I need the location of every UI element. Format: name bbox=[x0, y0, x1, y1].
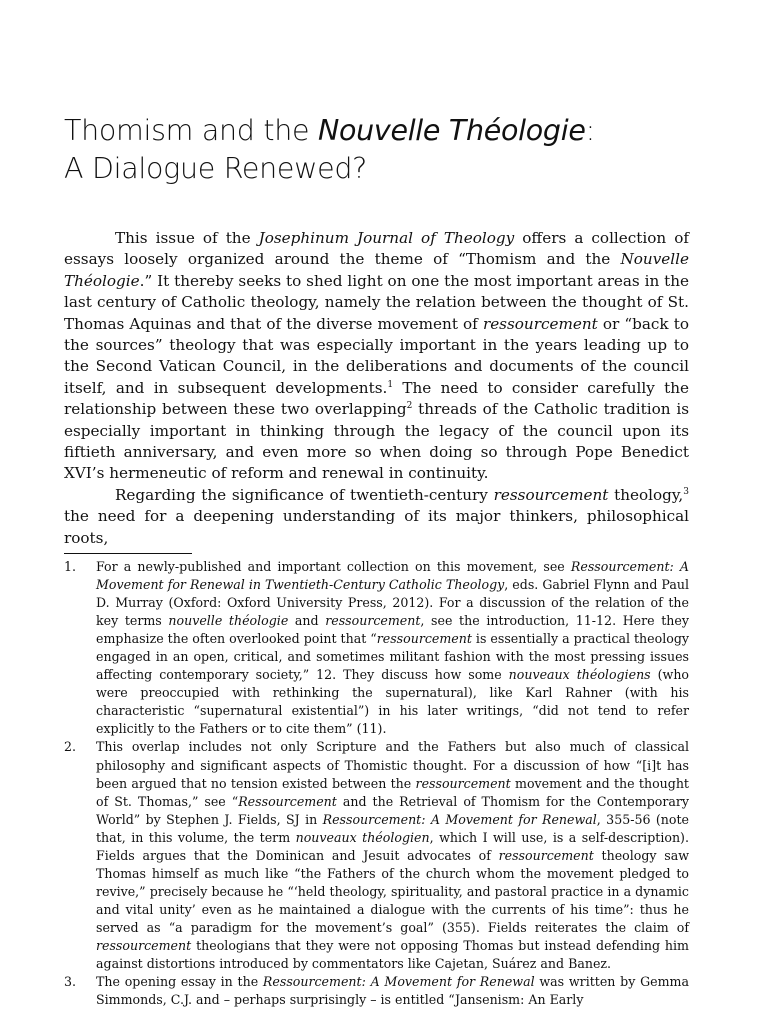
text-run: For a newly-published and important collection on this movement, see bbox=[96, 559, 571, 574]
paragraph-2 bbox=[64, 485, 689, 549]
footnotes bbox=[64, 558, 689, 1009]
italic-text: ressourcement bbox=[482, 314, 598, 333]
text-run: This issue of the bbox=[115, 229, 259, 247]
italic-text: Ressourcement: A Movement for Renewal bbox=[322, 811, 597, 827]
footnote-2 bbox=[64, 738, 689, 973]
text-run: , which I will use, is a self-description). Fields argues that the Dominican and Jesuit advocates of bbox=[96, 829, 689, 863]
italic-text: nouvelle théologie bbox=[168, 613, 289, 629]
text-run: (who were preoccupied with rethinking the supernatural), like Karl Rahner (with his characteristic “supernatural existential”) in his later writings, “did not tend to refer explicitly to the Fathers or to cite them” (11). bbox=[96, 667, 690, 737]
footnote-number: 3. bbox=[64, 974, 77, 990]
text-run: The need to consider carefully the relationship between these two overlapping bbox=[64, 378, 689, 419]
text-run: the need for a deepening understanding of its major thinkers, philosophical roots, bbox=[64, 507, 689, 547]
text-run: , eds. Gabriel Flynn and Paul D. Murray (Oxford: Oxford University Press, 2012). For a discussion of the relation of the key terms bbox=[96, 577, 689, 629]
text-run: theology, bbox=[608, 485, 684, 504]
footnote-number: 2. bbox=[64, 739, 77, 755]
title-line-1 bbox=[64, 112, 689, 150]
text-run: Regarding the significance of twentieth-century bbox=[115, 485, 494, 504]
text-run: offers a collection of essays loosely organized around the theme of “Thomism and the bbox=[64, 229, 689, 269]
text-run: theologians that they were not opposing Thomas but instead defending him against distortions introduced by commentators like Cajetan, Suárez and Banez. bbox=[96, 937, 689, 972]
footnote-ref: 2 bbox=[406, 401, 413, 412]
text-run: , see the introduction, 11-12. Here they emphasize the often overlooked point that “ bbox=[96, 613, 689, 647]
text-run: was written by Gemma Simmonds, C.J. and – perhaps surprisingly – is entitled “Jansenism: An Early bbox=[96, 974, 689, 1008]
footnote-text bbox=[96, 973, 689, 1009]
footnote-3 bbox=[64, 973, 689, 1009]
body-text bbox=[64, 228, 689, 549]
italic-text: Nouvelle Théologie bbox=[64, 250, 689, 290]
italic-text: Josephinum Journal of Theology bbox=[258, 229, 515, 247]
footnote-separator bbox=[64, 553, 192, 554]
title-text: Thomism and the bbox=[64, 114, 318, 147]
text-run: or “back to the sources” theology that was especially important in the years leading up to the Second Vatican Council, in the deliberations and documents of the council itself, and in subsequent developments. bbox=[64, 314, 689, 397]
footnote-text bbox=[96, 558, 689, 738]
title-italic-text: Nouvelle Théologie bbox=[317, 114, 586, 147]
text-run: The opening essay in the bbox=[96, 974, 263, 990]
text-run: This overlap includes not only Scripture and the Fathers but also much of classical philosophy and significant aspects of Thomistic thought. For a discussion of how “[i]t has been argued that no tension existed between the bbox=[96, 739, 689, 791]
footnote-1 bbox=[64, 558, 689, 738]
italic-text: ressourcement bbox=[415, 775, 511, 791]
footnote-ref: 3 bbox=[683, 486, 689, 497]
footnote-ref: 1 bbox=[387, 379, 394, 390]
text-run: threads of the Catholic tradition is especially important in thinking through the legacy of the council upon its fiftieth anniversary, and even more so when doing so through Pope Benedict XVI’s hermeneutic of reform and renewal in continuity. bbox=[64, 400, 690, 483]
text-run: , 355-56 (note that, in this volume, the term bbox=[96, 811, 689, 845]
title-colon: : bbox=[585, 114, 595, 147]
italic-text: nouveaux théologien bbox=[295, 829, 430, 845]
italic-text: nouveaux théologiens bbox=[508, 667, 651, 683]
text-run: theology saw Thomas himself as much like “the Fathers of the church whom the movement pledged to revive,” precisely because he “‘held theology, spirituality, and pastoral practice in a dynamic and vital unity’ even as he maintained a dialogue with the currents of his time”: thus he served as “a paradigm for the movement’s goal” (355). Fields reiterates the claim of bbox=[96, 847, 689, 935]
paragraph-1 bbox=[64, 228, 689, 485]
text-run: and the Retrieval of Thomism for the Contemporary World” by Stephen J. Fields, SJ in bbox=[96, 793, 690, 827]
italic-text: ressourcement bbox=[376, 631, 472, 647]
text-run: and bbox=[288, 613, 326, 629]
text-run: is essentially a practical theology engaged in an open, critical, and sometimes militant fashion with the most pressing issues affecting contemporary society,” 12. They discuss how some bbox=[96, 631, 689, 683]
italic-text: ressourcement bbox=[498, 847, 594, 863]
italic-text: Ressourcement: A Movement for Renewal bbox=[262, 974, 535, 990]
footnote-text bbox=[96, 738, 689, 973]
title-line-2: A Dialogue Renewed? bbox=[64, 152, 368, 185]
italic-text: ressourcement bbox=[96, 937, 192, 953]
text-run: movement and the thought of St. Thomas,” see “ bbox=[96, 775, 689, 809]
italic-text: ressourcement bbox=[325, 613, 421, 629]
italic-text: Ressourcement: A Movement for Renewal in Twentieth-Century Catholic Theology bbox=[96, 559, 689, 593]
text-run: .” It thereby seeks to shed light on one the most important areas in the last century of Catholic theology, namely the relation between the thought of St. Thomas Aquinas and that of the diverse movement of bbox=[64, 271, 689, 333]
italic-text: ressourcement bbox=[493, 485, 609, 504]
italic-text: Ressourcement bbox=[238, 793, 337, 809]
footnote-number: 1. bbox=[64, 559, 77, 574]
article-title bbox=[64, 112, 689, 188]
